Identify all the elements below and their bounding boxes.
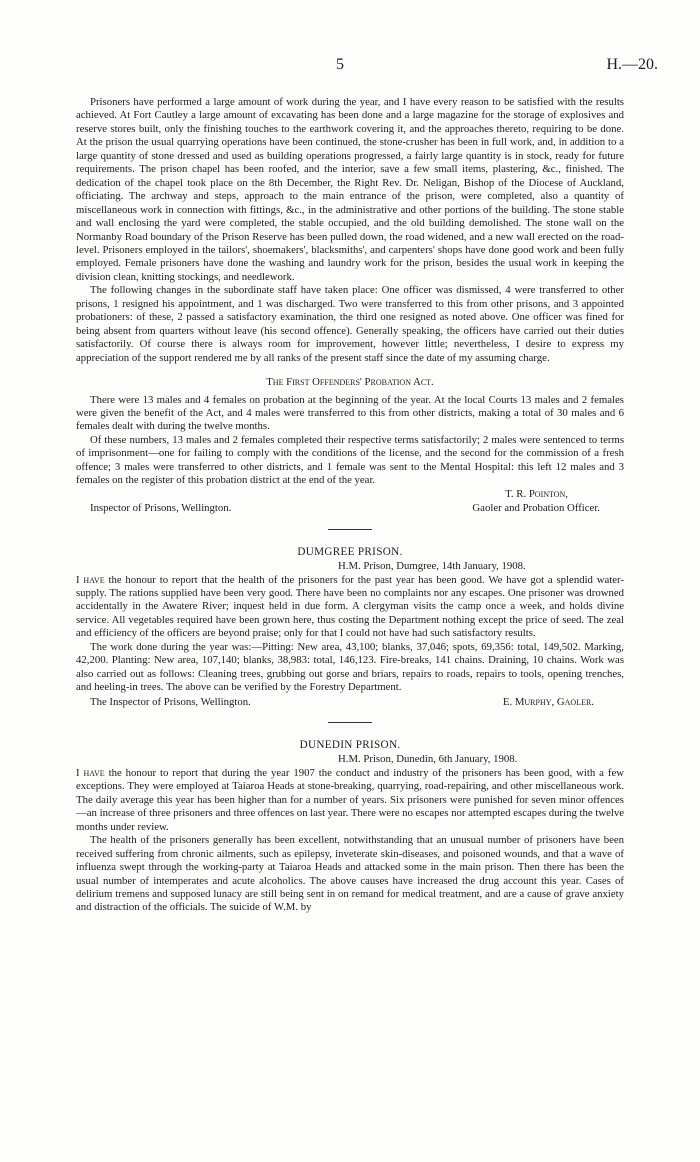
dumgree-paragraph-1-text: the honour to report that the health of the prisoners for the past year has been good. We have got a splendid water-supply. The rations supplied have been very good. There have been no complaints nor any escapes. One prisoner was drowned accidentally in the Awatere River; inquest held in due form. A clergyman visits the camp once a week, and holds divine service. All vegetables required have been grown here, thus costing the Department nothing except the price of seed. The zeal and efficiency of the officers are beyond praise; only for that I could not have had such satisfactory results. (76, 573, 624, 640)
dunedin-opening: I have (76, 766, 105, 779)
dumgree-addressee: The Inspector of Prisons, Wellington. (90, 695, 251, 708)
probation-signatory-title: Gaoler and Probation Officer. (472, 502, 600, 515)
probation-signatory: T. R. Pointon, (505, 487, 568, 500)
probation-signature-row (76, 502, 624, 515)
report-body (76, 96, 624, 915)
staff-changes-paragraph: The following changes in the subordinate staff have taken place: One officer was dismissed, 4 were transferred to other prisons, 1 resigned his appointment, and 1 was discharged. Two were transferred to this from other prisons, and 3 appointed probationers: of these, 2 passed a satisfactory examination, the third one resigned as noted above. One officer was fined for being absent from quarters without leave (his second offence). Generally speaking, the officers have carried out their duties satisfactorily. Of course there is always room for improvement, however little; nevertheless, I desire to express my appreciation of the support rendered me by all ranks of the present staff since the date of my assuming charge. (76, 284, 624, 364)
dumgree-dateline: H.M. Prison, Dumgree, 14th January, 1908. (338, 560, 526, 573)
paper-reference: H.—20. (606, 56, 658, 73)
probation-addressee: Inspector of Prisons, Wellington. (90, 502, 232, 515)
dumgree-signature-row (76, 696, 624, 709)
dunedin-paragraph-2: The health of the prisoners generally has been excellent, notwithstanding that an unusual number of prisoners have been received suffering from chronic ailments, such as epilepsy, inveterate skin-diseases, and poisoned wounds, and that a wave of influenza swept through the working-party at Taiaroa Heads and attacked some in the main prison. Then there has been the usual number of intemperates and acute alcoholics. The above causes have increased the drug account this year. Cases of delirium tremens and supposed lunacy are still being sent in on remand for medical treatment, and are a cause of grave anxiety and distraction of the officials. The suicide of W.M. by (76, 834, 624, 914)
dunedin-paragraph-1-text: the honour to report that during the year 1907 the conduct and industry of the prisoners has been good, with a few exceptions. They were employed at Taiaroa Heads at stone-breaking, quarrying, road-repairing, and other miscellaneous work. The daily average this year has been higher than for a number of years. Six prisoners were punished for seven minor offences—an increase of three prisoners and three offences on last year. There were no escapes nor attempted escapes during the twelve months under review. (76, 766, 624, 833)
probation-paragraph-1: There were 13 males and 4 females on probation at the beginning of the year. At the local Courts 13 males and 2 females were given the benefit of the Act, and 4 males were transferred to this from other districts, making a total of 30 males and 6 females dealt with during the twelve months. (76, 393, 624, 433)
dunedin-section (76, 739, 624, 915)
dunedin-paragraph-1 (76, 767, 624, 834)
work-paragraph: Prisoners have performed a large amount of work during the year, and I have every reason to be satisfied with the results achieved. At Fort Cautley a large amount of excavating has been done and a large magazine for the storage of explosives and reserve stores built, only the finishing touches to the earthwork covering it, and the approaches thereto, requiring to be done. At the prison the usual quarrying operations have been continued, the stone-crusher has been in full work, and, in addition to a large quantity of stone dressed and used as building operations progressed, a fairly large quantity is in stock, ready for future requirements. The prison chapel has been roofed, and the interior, save a few small items, plastering, &c., finished. The dedication of the chapel took place on the 8th December, the Right Rev. Dr. Neligan, Bishop of the Diocese of Auckland, officiating. The archway and steps, approach to the main entrance of the prison, were completed, also a quantity of miscellaneous work in connection with fittings, &c., in the administrative and other portions of the building. The stone stable and wall enclosing the yard were completed, the stable occupied, and the old building demolished. The stone wall on the Normanby Road boundary of the Prison Reserve has been pulled down, the road widened, and a new wall erected on the road-level. Prisoners employed in the tailors', shoemakers', blacksmiths', and carpenters' shops have done good work and been fully employed. Female prisoners have done the washing and laundry work for the prison, besides the usual work in keeping the division clean, knitting stockings, and needlework. (76, 96, 624, 283)
dumgree-paragraph-2: The work done during the year was:—Pitting: New area, 43,100; blanks, 37,046; spots, 69,356: total, 149,502. Marking, 42,200. Planting: New area, 107,140; blanks, 38,983: total, 146,123. Fire-breaks, 141 chains. Draining, 10 chains. Work was also carried out as follows: Cleaning trees, grubbing out gorse and briars, repairs to roads, repairs to tools, opening trenches, and heeling-in trees. The above can be verified by the Forestry Department. (76, 640, 624, 694)
dumgree-signatory: E. Murphy, Gaoler. (502, 695, 594, 708)
probation-heading: The First Offenders' Probation Act. (266, 376, 434, 389)
section-divider (328, 529, 372, 530)
dunedin-dateline: H.M. Prison, Dunedin, 6th January, 1908. (338, 753, 518, 766)
section-divider-2 (328, 722, 372, 723)
dumgree-heading: DUMGREE PRISON. (297, 545, 403, 558)
probation-paragraph-2: Of these numbers, 13 males and 2 females completed their respective terms satisfactorily; 2 males were sentenced to terms of imprisonment—one for failing to comply with the conditions of the license, and the second for the commission of a fresh offence; 3 males were transferred to other districts, and 1 female was sent to the Mental Hospital: this left 12 males and 3 females on the register of this probation district at the end of the year. (76, 433, 624, 487)
page-number: 5 (336, 56, 344, 73)
dumgree-opening: I have (76, 573, 105, 586)
dunedin-heading: DUNEDIN PRISON. (299, 739, 401, 752)
dumgree-paragraph-1 (76, 574, 624, 641)
dumgree-section (76, 546, 624, 709)
probation-section (76, 376, 624, 516)
